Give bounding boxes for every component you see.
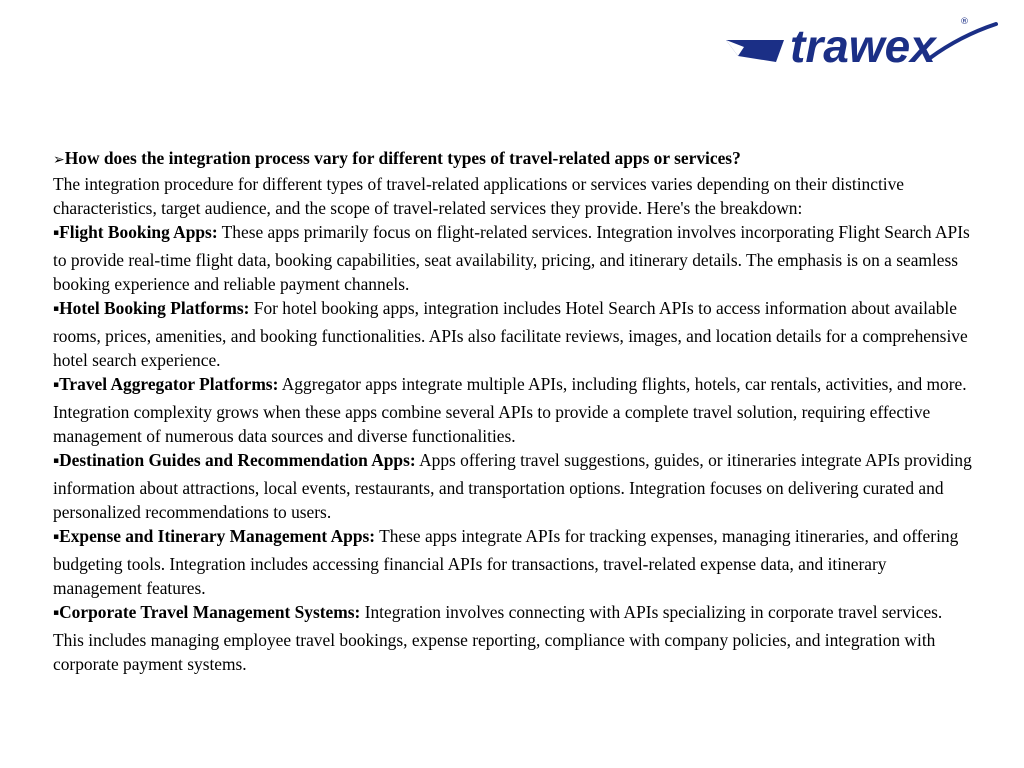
item-title: Corporate Travel Management Systems: [59,602,361,622]
item-body: For hotel booking apps, integration includes Hotel Search APIs to access information about available rooms, prices, amenities, and booking functionalities. APIs also facilitate reviews, images, and location details for a comprehensive hotel search experience. [53,298,968,370]
item-title: Travel Aggregator Platforms: [59,374,279,394]
item-body: These apps primarily focus on flight-related services. Integration involves incorporating Flight Search APIs to provide real-time flight data, booking capabilities, seat availability, pricing, and itinerary details. The emphasis is on a seamless booking experience and reliable payment channels. [53,222,970,294]
square-bullet-icon: ▪ [53,228,60,238]
square-bullet-icon: ▪ [53,608,60,618]
intro-paragraph: The integration procedure for different types of travel-related applications or services varies depending on their distinctive characteristics, target audience, and the scope of travel-related services they provide. Here's the breakdown: [53,174,905,218]
square-bullet-icon: ▪ [53,532,60,542]
list-item-travel-aggregator [53,372,973,448]
item-title: Flight Booking Apps: [59,222,218,242]
item-title: Destination Guides and Recommendation Apps: [59,450,416,470]
list-item-hotel-booking [53,296,973,372]
question-heading [53,146,973,172]
trawex-logo [722,14,1002,74]
logo-swoosh [930,24,996,58]
list-item-destination-guides [53,448,973,524]
item-title: Expense and Itinerary Management Apps: [59,526,376,546]
item-body: Apps offering travel suggestions, guides, or itineraries integrate APIs providing information about attractions, local events, restaurants, and transportation options. Integration focuses on delivering curated and personalized recommendations to users. [53,450,972,522]
item-body: These apps integrate APIs for tracking expenses, managing itineraries, and offering budgeting tools. Integration includes accessing financial APIs for transactions, travel-related expense data, and itinerary management features. [53,526,959,598]
arrow-bullet-icon: ➢ [53,152,65,168]
square-bullet-icon: ▪ [53,304,60,314]
logo-wordmark: trawex [790,20,936,72]
item-body: Integration involves connecting with APIs specializing in corporate travel services. This includes managing employee travel bookings, expense reporting, compliance with company policies, and integration with corporate payment systems. [53,602,943,674]
logo-registered-mark: ® [960,17,969,27]
document-body [53,146,973,676]
question-text: How does the integration process vary for different types of travel-related apps or services? [64,148,741,168]
list-item-expense-itinerary [53,524,973,600]
square-bullet-icon: ▪ [53,456,60,466]
square-bullet-icon: ▪ [53,380,60,390]
list-item-corporate-travel [53,600,973,676]
item-body: Aggregator apps integrate multiple APIs, including flights, hotels, car rentals, activities, and more. Integration complexity grows when these apps combine several APIs to provide a complete travel solution, requiring effective management of numerous data sources and diverse functionalities. [53,374,967,446]
item-title: Hotel Booking Platforms: [59,298,250,318]
list-item-flight-booking [53,220,973,296]
